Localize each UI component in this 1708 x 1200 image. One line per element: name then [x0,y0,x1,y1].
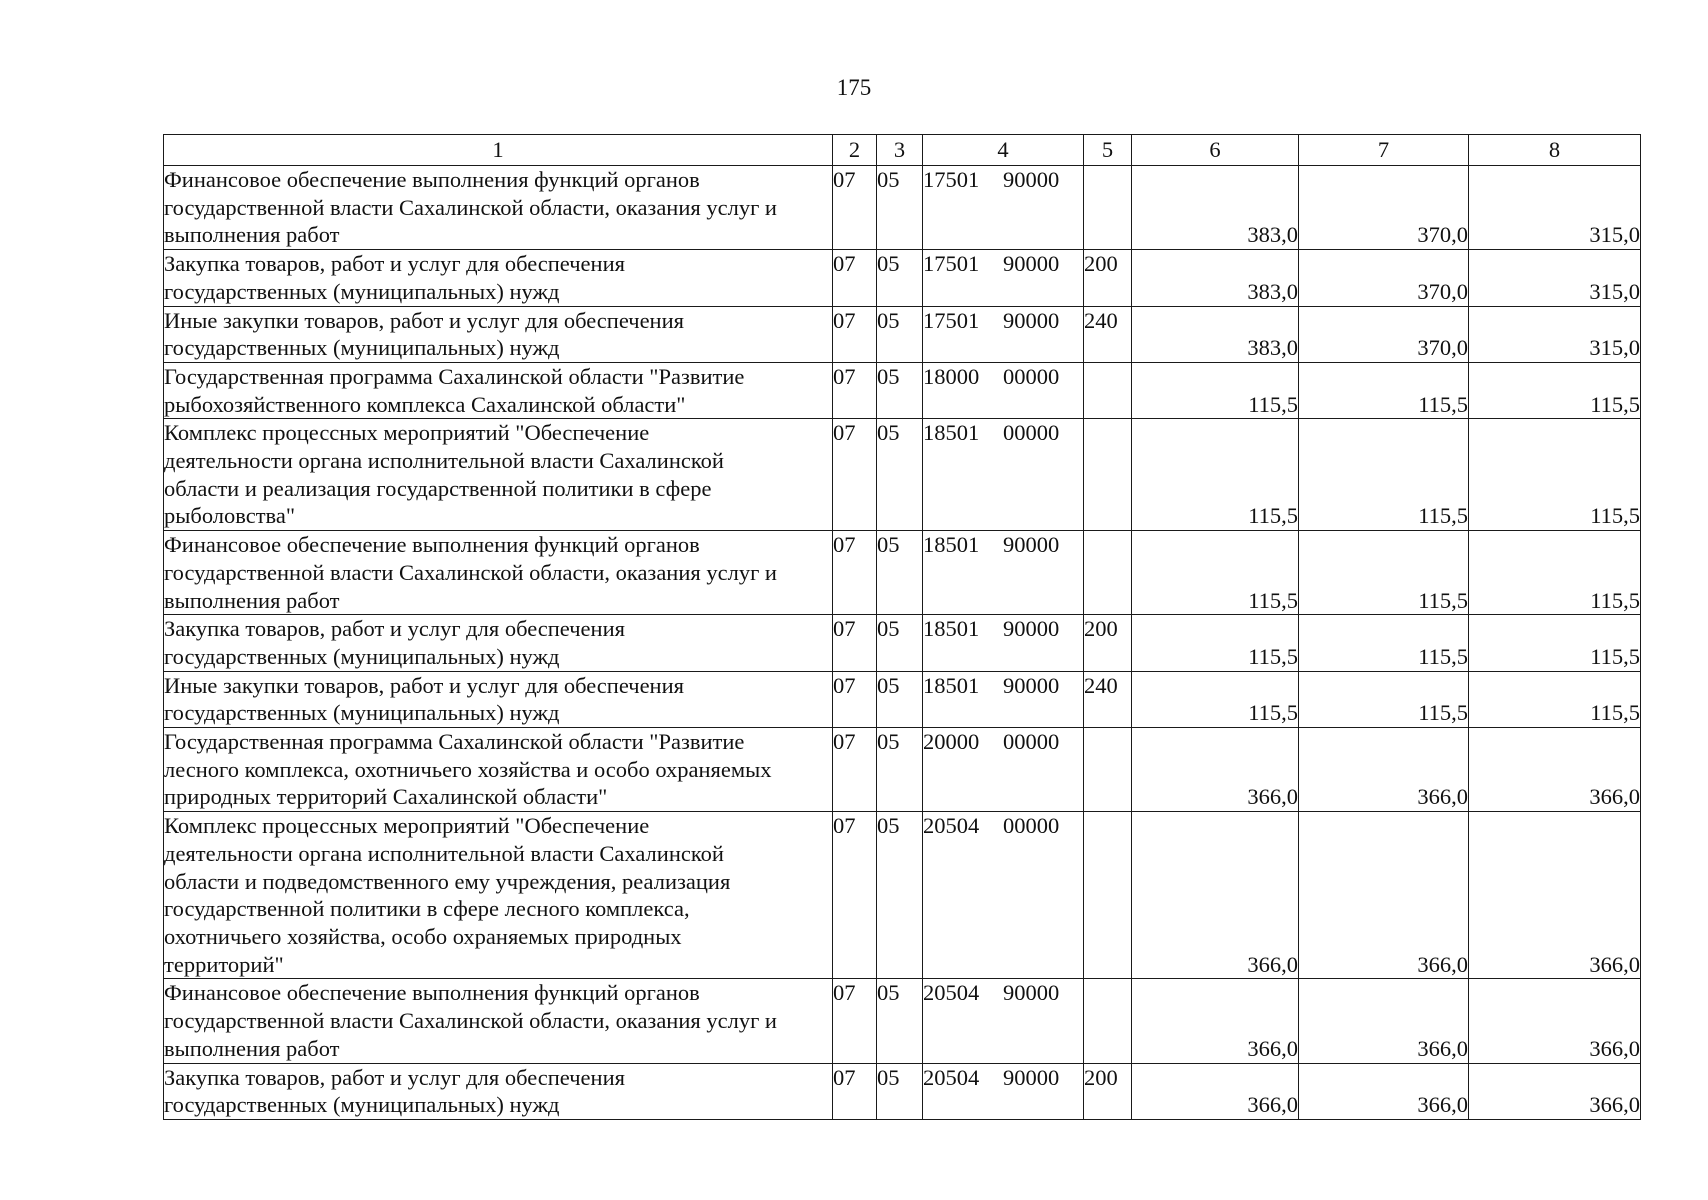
table-row [164,166,1641,250]
row-amount-col8 [1469,362,1641,418]
description-line: Закупка товаров, работ и услуг для обеспечения [164,251,625,277]
row-section-code [833,531,877,615]
section-code: 07 [833,363,856,389]
table-row [164,531,1641,615]
subsection-code: 05 [877,420,900,446]
description-line: государственной власти Сахалинской области, оказания услуг и [164,194,777,220]
row-amount-col8 [1469,306,1641,362]
row-expense-type [1084,531,1132,615]
row-amount-col6 [1132,615,1299,671]
row-amount-col6 [1132,728,1299,812]
table-row [164,615,1641,671]
description-line: государственных (муниципальных) нужд [164,1092,560,1118]
row-description [164,250,833,306]
amount-year-1: 366,0 [1247,1092,1298,1118]
section-code: 07 [833,420,856,446]
subsection-code: 05 [877,616,900,642]
program-code: 18501 [923,616,980,642]
description-line: Финансовое обеспечение выполнения функций органов [164,167,700,192]
description-line: Финансовое обеспечение выполнения функций органов [164,532,700,558]
section-code: 07 [833,167,856,192]
amount-year-2: 115,5 [1418,503,1468,529]
row-description [164,419,833,531]
row-description [164,979,833,1063]
table-row [164,979,1641,1063]
row-amount-col8 [1469,615,1641,671]
budget-table [163,134,1641,1120]
row-expense-type [1084,419,1132,531]
row-amount-col8 [1469,250,1641,306]
subsection-code: 05 [877,1064,900,1090]
row-description [164,728,833,812]
row-description [164,812,833,979]
section-code: 07 [833,1064,856,1090]
description-line: Закупка товаров, работ и услуг для обеспечения [164,1064,625,1090]
subsection-code: 05 [877,729,900,755]
row-expense-type [1084,1063,1132,1119]
header-col-4: 4 [923,135,1084,166]
section-code: 07 [833,532,856,558]
section-code: 07 [833,672,856,698]
program-code: 20504 [923,980,980,1006]
amount-year-1: 383,0 [1247,335,1298,361]
subsection-code: 05 [877,980,900,1006]
subsection-code: 05 [877,251,900,277]
amount-year-3: 115,5 [1590,643,1640,669]
program-code: 18501 [923,420,980,446]
amount-year-2: 115,5 [1418,643,1468,669]
amount-year-2: 366,0 [1417,1035,1468,1061]
row-amount-col7 [1299,250,1469,306]
amount-year-1: 115,5 [1248,391,1298,417]
page-number: 175 [836,75,872,100]
row-amount-col8 [1469,166,1641,250]
program-code: 17501 [923,251,980,277]
amount-year-1: 115,5 [1248,700,1298,726]
description-line: государственных (муниципальных) нужд [164,700,560,726]
amount-year-2: 370,0 [1417,278,1468,304]
expense-type-code: 200 [1084,616,1118,642]
row-section-code [833,728,877,812]
amount-year-3: 315,0 [1589,335,1640,361]
row-amount-col7 [1299,671,1469,727]
amount-year-3: 366,0 [1589,1035,1640,1061]
amount-year-1: 383,0 [1247,278,1298,304]
row-target-article [923,362,1084,418]
row-target-article [923,1063,1084,1119]
description-line: области и подведомственного ему учреждения, реализация [164,868,731,894]
row-amount-col7 [1299,362,1469,418]
row-section-code [833,250,877,306]
section-code: 07 [833,729,856,755]
row-amount-col6 [1132,812,1299,979]
row-target-article [923,531,1084,615]
amount-year-3: 366,0 [1589,951,1640,977]
row-target-article [923,306,1084,362]
expense-type-code: 240 [1084,307,1118,333]
subsection-code: 05 [877,813,900,839]
amount-year-3: 366,0 [1589,1092,1640,1118]
row-target-article [923,250,1084,306]
table-row [164,306,1641,362]
amount-year-3: 315,0 [1589,222,1640,248]
description-line: государственной власти Сахалинской области, оказания услуг и [164,559,777,585]
row-subsection-code [877,306,923,362]
amount-year-2: 370,0 [1417,335,1468,361]
header-row [164,135,1641,166]
direction-code: 00000 [1003,729,1060,755]
row-section-code [833,671,877,727]
section-code: 07 [833,307,856,333]
direction-code: 90000 [1003,251,1060,277]
description-line: Закупка товаров, работ и услуг для обеспечения [164,616,625,642]
row-target-article [923,419,1084,531]
header-col-8: 8 [1469,135,1641,166]
row-description [164,362,833,418]
amount-year-2: 366,0 [1417,784,1468,810]
description-line: природных территорий Сахалинской области" [164,784,608,810]
description-line: Иные закупки товаров, работ и услуг для обеспечения [164,307,684,333]
amount-year-2: 366,0 [1417,1092,1468,1118]
row-description [164,1063,833,1119]
description-line: Иные закупки товаров, работ и услуг для обеспечения [164,672,684,698]
header-col-7: 7 [1299,135,1469,166]
row-amount-col8 [1469,728,1641,812]
row-subsection-code [877,531,923,615]
amount-year-1: 383,0 [1247,222,1298,248]
description-line: Комплекс процессных мероприятий "Обеспечение [164,813,650,839]
program-code: 20504 [923,813,980,839]
description-line: рыбохозяйственного комплекса Сахалинской области" [164,391,686,417]
row-target-article [923,812,1084,979]
direction-code: 90000 [1003,980,1060,1006]
row-subsection-code [877,615,923,671]
header-col-1: 1 [164,135,833,166]
subsection-code: 05 [877,363,900,389]
row-amount-col8 [1469,979,1641,1063]
row-expense-type [1084,812,1132,979]
description-line: деятельности органа исполнительной власти Сахалинской [164,840,724,866]
row-amount-col8 [1469,419,1641,531]
row-section-code [833,166,877,250]
row-subsection-code [877,1063,923,1119]
row-expense-type [1084,166,1132,250]
row-subsection-code [877,166,923,250]
amount-year-1: 366,0 [1247,1035,1298,1061]
row-target-article [923,166,1084,250]
program-code: 20000 [923,729,980,755]
row-target-article [923,671,1084,727]
header-col-2: 2 [833,135,877,166]
section-code: 07 [833,980,856,1006]
section-code: 07 [833,616,856,642]
row-amount-col6 [1132,419,1299,531]
section-code: 07 [833,813,856,839]
row-section-code [833,1063,877,1119]
row-amount-col7 [1299,306,1469,362]
program-code: 18501 [923,532,980,558]
description-line: лесного комплекса, охотничьего хозяйства и особо охраняемых [164,756,772,782]
row-amount-col8 [1469,671,1641,727]
row-target-article [923,728,1084,812]
description-line: области и реализация государственной политики в сфере [164,475,712,501]
row-amount-col6 [1132,306,1299,362]
row-expense-type [1084,615,1132,671]
amount-year-2: 366,0 [1417,951,1468,977]
program-code: 20504 [923,1064,980,1090]
description-line: территорий" [164,951,284,977]
row-amount-col6 [1132,531,1299,615]
amount-year-3: 366,0 [1589,784,1640,810]
row-target-article [923,979,1084,1063]
direction-code: 00000 [1003,420,1060,446]
row-subsection-code [877,671,923,727]
table-body [164,166,1641,1120]
direction-code: 90000 [1003,532,1060,558]
description-line: выполнения работ [164,222,340,248]
row-subsection-code [877,419,923,531]
row-amount-col7 [1299,615,1469,671]
row-description [164,615,833,671]
table-row [164,362,1641,418]
expense-type-code: 200 [1084,1064,1118,1090]
expense-type-code: 200 [1084,251,1118,277]
header-col-3: 3 [877,135,923,166]
subsection-code: 05 [877,307,900,333]
amount-year-3: 315,0 [1589,278,1640,304]
amount-year-3: 115,5 [1590,503,1640,529]
row-amount-col6 [1132,166,1299,250]
table-row [164,728,1641,812]
row-amount-col8 [1469,1063,1641,1119]
row-description [164,671,833,727]
program-code: 18501 [923,672,980,698]
table-row [164,671,1641,727]
row-section-code [833,419,877,531]
row-section-code [833,362,877,418]
program-code: 17501 [923,307,980,333]
row-description [164,531,833,615]
header-col-6: 6 [1132,135,1299,166]
description-line: государственной политики в сфере лесного комплекса, [164,896,690,922]
subsection-code: 05 [877,672,900,698]
row-amount-col7 [1299,166,1469,250]
direction-code: 90000 [1003,167,1060,192]
row-expense-type [1084,979,1132,1063]
row-expense-type [1084,671,1132,727]
row-expense-type [1084,728,1132,812]
program-code: 17501 [923,167,980,192]
subsection-code: 05 [877,532,900,558]
row-subsection-code [877,362,923,418]
row-amount-col6 [1132,250,1299,306]
table-row [164,1063,1641,1119]
description-line: деятельности органа исполнительной власти Сахалинской [164,448,724,474]
description-line: государственных (муниципальных) нужд [164,643,560,669]
description-line: Финансовое обеспечение выполнения функций органов [164,980,700,1006]
amount-year-2: 115,5 [1418,587,1468,613]
direction-code: 00000 [1003,813,1060,839]
row-amount-col6 [1132,979,1299,1063]
description-line: выполнения работ [164,587,340,613]
row-amount-col6 [1132,1063,1299,1119]
row-section-code [833,615,877,671]
amount-year-1: 366,0 [1247,951,1298,977]
row-amount-col7 [1299,812,1469,979]
section-code: 07 [833,251,856,277]
direction-code: 00000 [1003,363,1060,389]
direction-code: 90000 [1003,616,1060,642]
row-amount-col7 [1299,419,1469,531]
description-line: рыболовства" [164,503,296,529]
row-section-code [833,979,877,1063]
row-amount-col6 [1132,362,1299,418]
description-line: выполнения работ [164,1035,340,1061]
row-amount-col7 [1299,979,1469,1063]
table-row [164,812,1641,979]
row-description [164,306,833,362]
amount-year-3: 115,5 [1590,587,1640,613]
row-expense-type [1084,250,1132,306]
row-subsection-code [877,250,923,306]
amount-year-3: 115,5 [1590,391,1640,417]
row-subsection-code [877,812,923,979]
description-line: государственных (муниципальных) нужд [164,278,560,304]
amount-year-1: 115,5 [1248,587,1298,613]
row-amount-col7 [1299,728,1469,812]
description-line: государственной власти Сахалинской области, оказания услуг и [164,1008,777,1034]
row-amount-col6 [1132,671,1299,727]
row-amount-col8 [1469,812,1641,979]
header-col-5: 5 [1084,135,1132,166]
row-amount-col8 [1469,531,1641,615]
amount-year-1: 366,0 [1247,784,1298,810]
amount-year-3: 115,5 [1590,700,1640,726]
amount-year-2: 370,0 [1417,222,1468,248]
direction-code: 90000 [1003,672,1060,698]
table-row [164,250,1641,306]
subsection-code: 05 [877,167,900,192]
row-subsection-code [877,979,923,1063]
description-line: Государственная программа Сахалинской области "Развитие [164,363,745,389]
amount-year-1: 115,5 [1248,643,1298,669]
description-line: Государственная программа Сахалинской области "Развитие [164,729,745,755]
row-section-code [833,812,877,979]
direction-code: 90000 [1003,307,1060,333]
amount-year-2: 115,5 [1418,700,1468,726]
row-expense-type [1084,306,1132,362]
description-line: государственных (муниципальных) нужд [164,335,560,361]
description-line: Комплекс процессных мероприятий "Обеспечение [164,420,650,446]
description-line: охотничьего хозяйства, особо охраняемых природных [164,923,682,949]
row-amount-col7 [1299,1063,1469,1119]
row-target-article [923,615,1084,671]
amount-year-2: 115,5 [1418,391,1468,417]
expense-type-code: 240 [1084,672,1118,698]
table-row [164,419,1641,531]
row-expense-type [1084,362,1132,418]
row-description [164,166,833,250]
direction-code: 90000 [1003,1064,1060,1090]
row-amount-col7 [1299,531,1469,615]
row-section-code [833,306,877,362]
program-code: 18000 [923,363,980,389]
amount-year-1: 115,5 [1248,503,1298,529]
row-subsection-code [877,728,923,812]
